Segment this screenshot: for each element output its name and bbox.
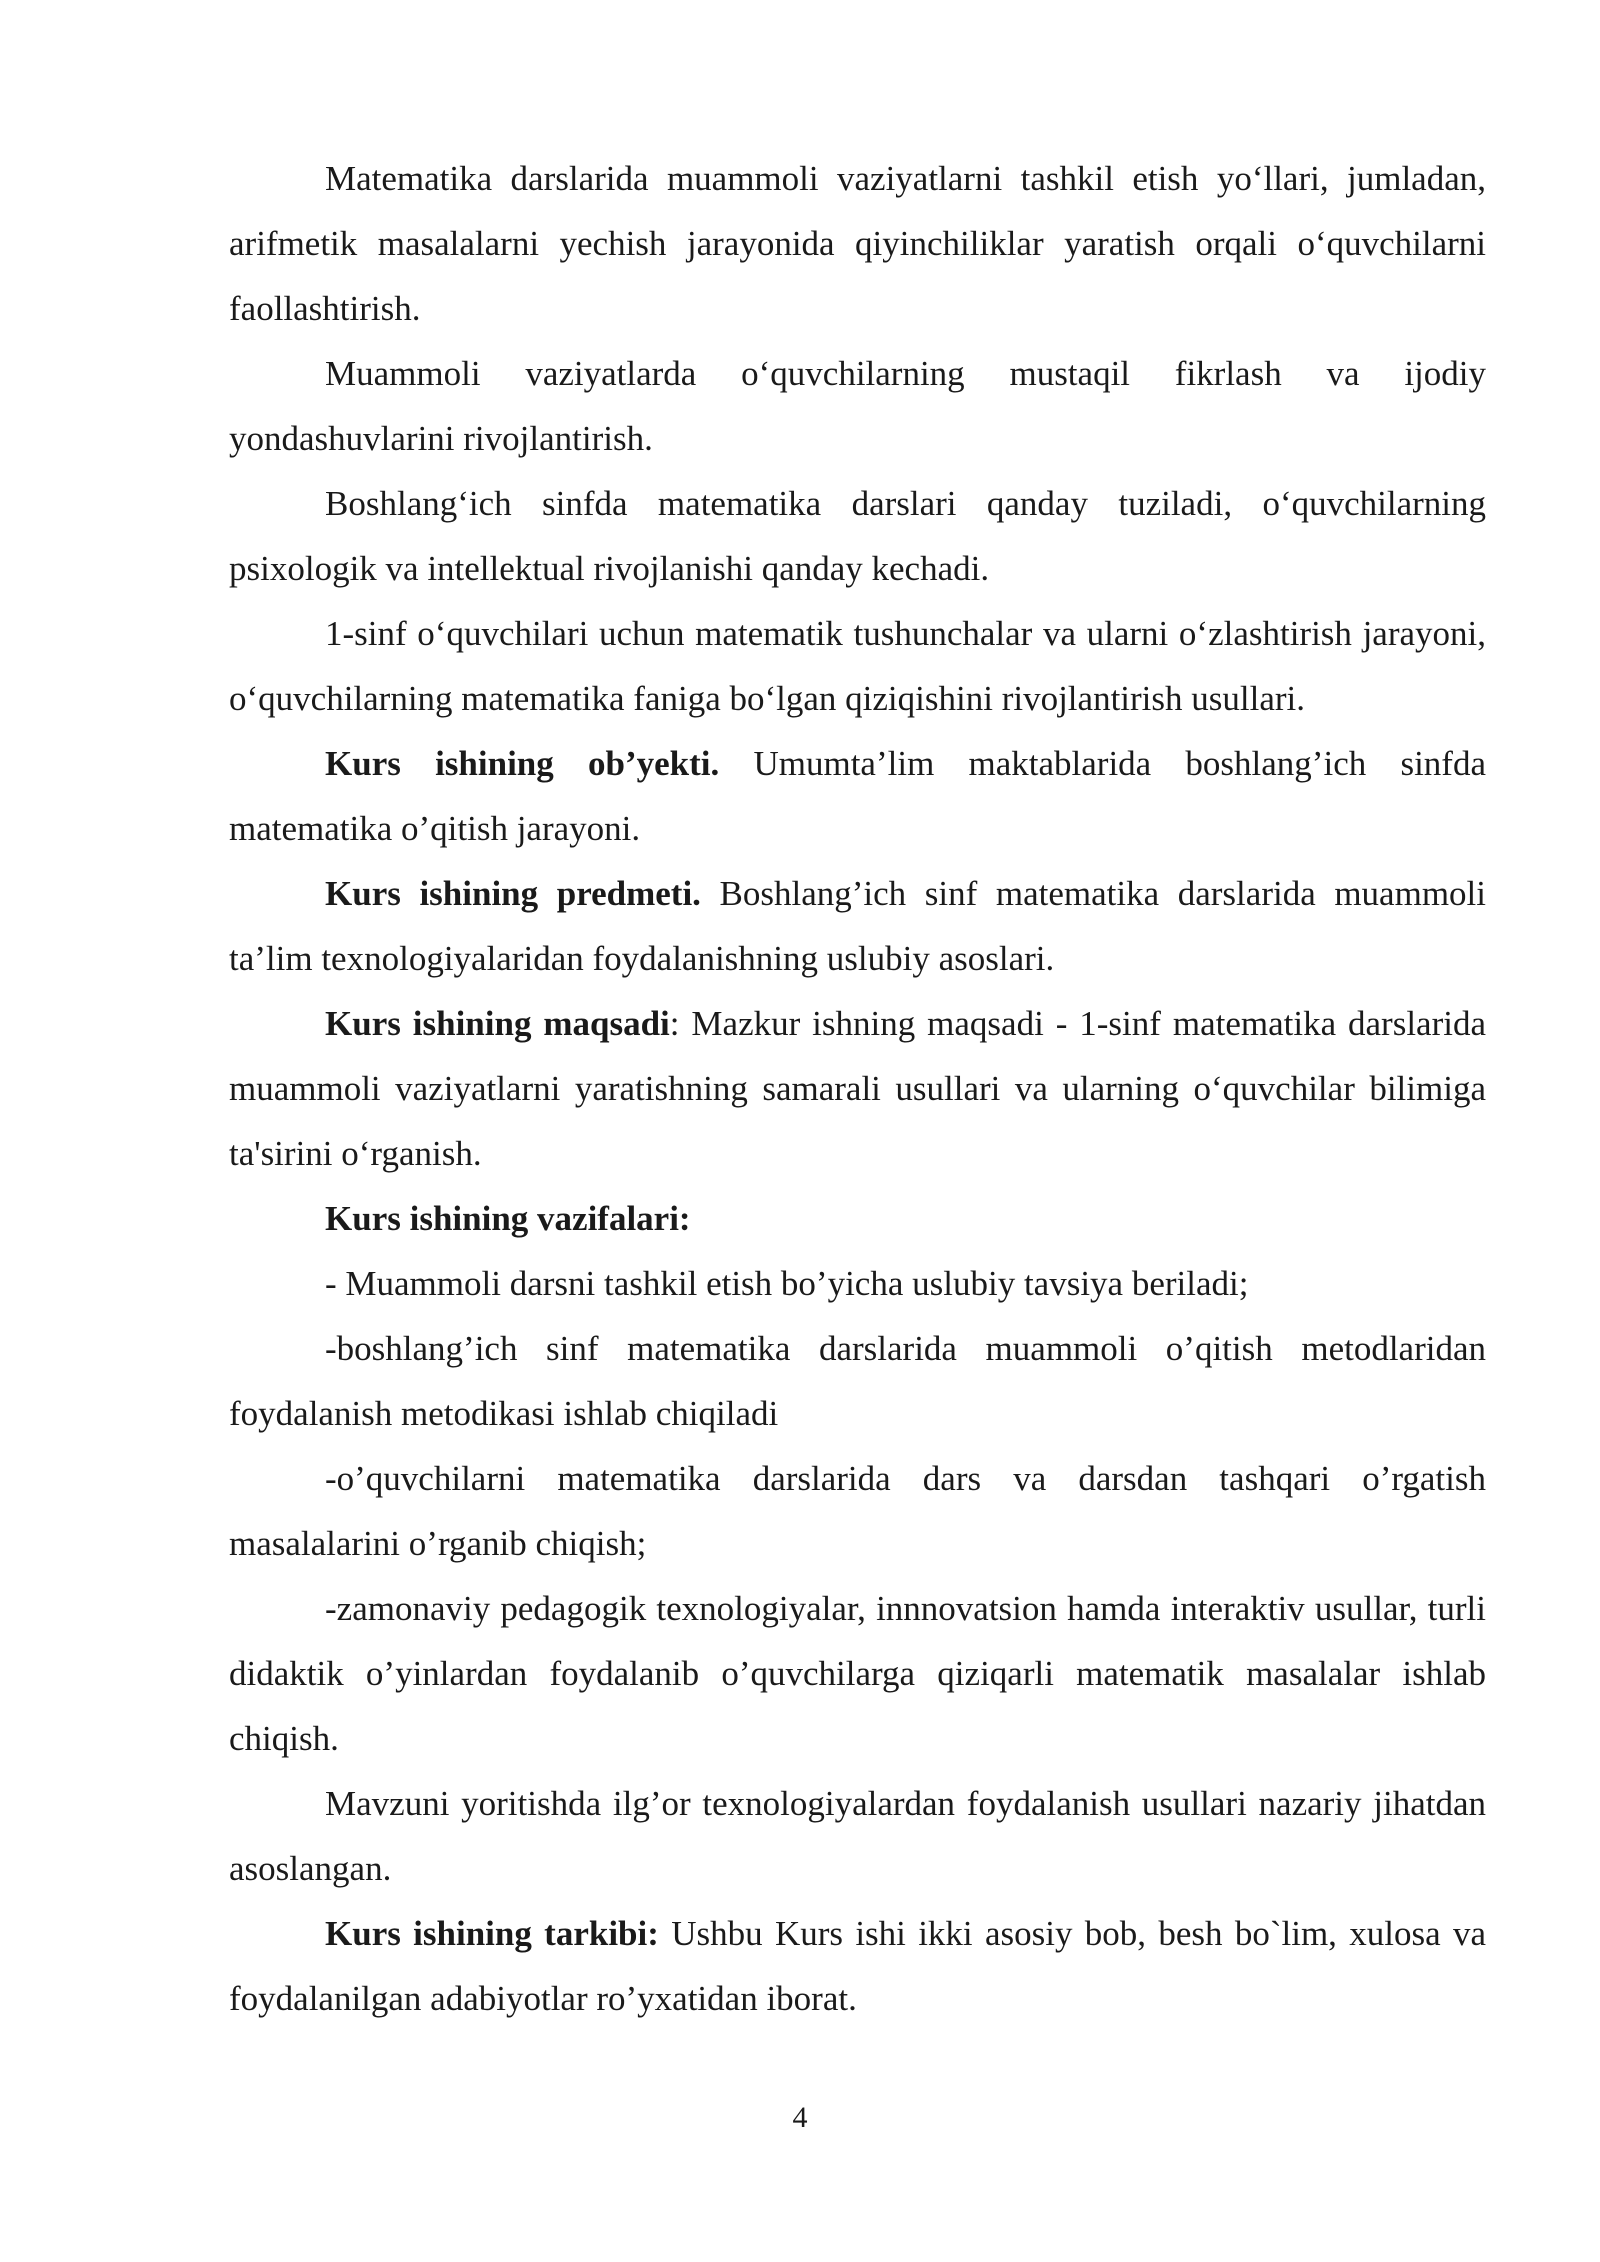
paragraph-course-subject: Kurs ishining predmeti. Boshlang’ich sinf matematika darslarida muammoli ta’lim texnologiyalaridan foydalanishning uslubiy asoslari.: [229, 874, 1486, 978]
paragraph-first-grade-concepts: 1-sinf o‘quvchilari uchun matematik tushunchalar va ularni o‘zlashtirish jarayoni, o‘quvchilarning matematika faniga bo‘lgan qiziqishini rivojlantirish usullari.: [229, 614, 1486, 718]
paragraph-topic-coverage: Mavzuni yoritishda ilg’or texnologiyalardan foydalanish usullari nazariy jihatdan asoslangan.: [229, 1784, 1486, 1888]
task-item-1: - Muammoli darsni tashkil etish bo’yicha uslubiy tavsiya beriladi;: [325, 1264, 1249, 1303]
document-page: [229, 146, 1486, 2031]
paragraph-problem-situations: Matematika darslarida muammoli vaziyatlarni tashkil etish yo‘llari, jumladan, arifmetik masalalarni yechish jarayonida qiyinchiliklar yaratish orqali o‘quvchilarni faollashtirish.: [229, 159, 1486, 328]
page-number: 4: [792, 2101, 808, 2134]
course-object-label: Kurs ishining ob’yekti.: [325, 744, 720, 783]
paragraph-course-tasks-heading: [229, 1186, 1486, 1251]
paragraph-lesson-structure: Boshlang‘ich sinfda matematika darslari qanday tuziladi, o‘quvchilarning psixologik va intellektual rivojlanishi qanday kechadi.: [229, 484, 1486, 588]
paragraph-course-goal: Kurs ishining maqsadi: Mazkur ishning maqsadi - 1-sinf matematika darslarida muammoli vaziyatlarni yaratishning samarali usullari va ularning o‘quvchilar bilimiga ta'sirini o‘rganish.: [229, 1004, 1486, 1173]
course-subject-label: Kurs ishining predmeti.: [325, 874, 701, 913]
task-item-2: -boshlang’ich sinf matematika darslarida muammoli o’qitish metodlaridan foydalanish metodikasi ishlab chiqiladi: [229, 1329, 1486, 1433]
task-item-4: -zamonaviy pedagogik texnologiyalar, innnovatsion hamda interaktiv usullar, turli didaktik o’yinlardan foydalanib o’quvchilarga qiziqarli matematik masalalar ishlab chiqish.: [229, 1589, 1486, 1758]
course-goal-label: Kurs ishining maqsadi: [325, 1004, 670, 1043]
course-structure-label: Kurs ishining tarkibi:: [325, 1914, 659, 1953]
task-item-3: -o’quvchilarni matematika darslarida dars va darsdan tashqari o’rgatish masalalarini o’rganib chiqish;: [229, 1459, 1486, 1563]
course-tasks-label: Kurs ishining vazifalari:: [325, 1199, 691, 1238]
paragraph-course-structure: Kurs ishining tarkibi: Ushbu Kurs ishi ikki asosiy bob, besh bo`lim, xulosa va foydalanilgan adabiyotlar ro’yxatidan iborat.: [229, 1914, 1486, 2018]
paragraph-independent-thinking: Muammoli vaziyatlarda o‘quvchilarning mustaqil fikrlash va ijodiy yondashuvlarini rivojlantirish.: [229, 354, 1486, 458]
paragraph-course-object: Kurs ishining ob’yekti. Umumta’lim maktablarida boshlang’ich sinfda matematika o’qitish jarayoni.: [229, 744, 1486, 848]
